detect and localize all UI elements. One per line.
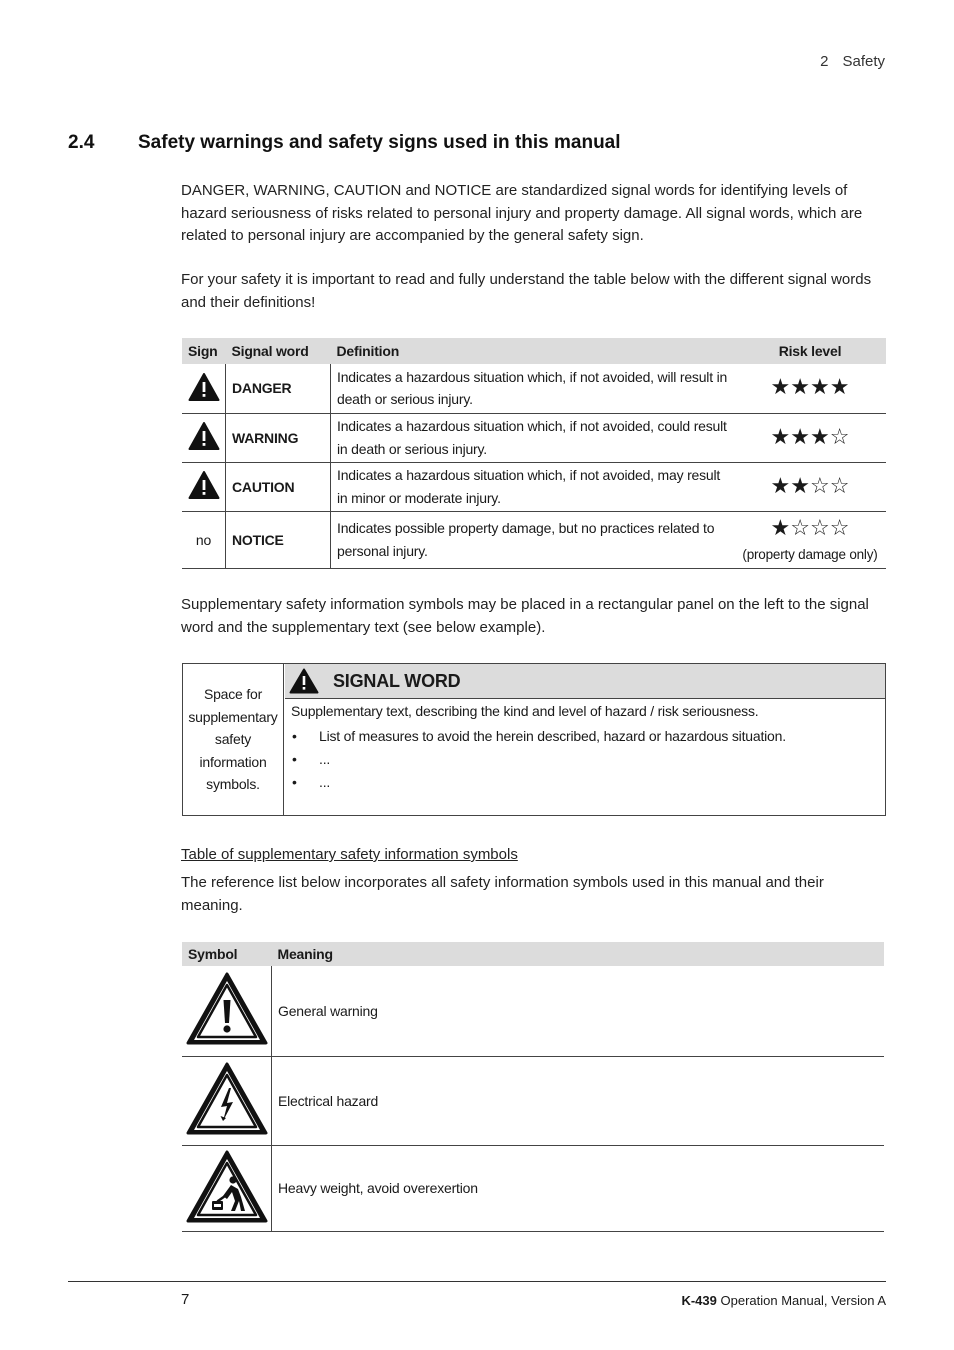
signal-word-example-panel: [182, 663, 886, 816]
supplementary-text: Supplementary text, describing the kind and level of hazard / risk seriousness.: [291, 703, 759, 719]
definition-notice: Indicates possible property damage, but no practices related to personal injury.: [331, 511, 735, 568]
sign-cell: [182, 364, 226, 413]
signal-word-caution: CAUTION: [226, 462, 331, 511]
intro-paragraph-1: DANGER, WARNING, CAUTION and NOTICE are standardized signal words for identifying levels of hazard seriousness of risks related to personal injury and property damage. All signal words, which are related to personal injury are accompanied by the general safety sign.: [181, 182, 863, 244]
risk-level-caution: [734, 462, 886, 511]
risk-level-notice: [734, 511, 886, 568]
sign-cell: [182, 413, 226, 462]
risk-stars: ★★☆☆: [770, 473, 850, 499]
header-definition: Definition: [331, 338, 735, 364]
electrical-hazard-icon: [185, 1061, 269, 1137]
symbol-cell: [182, 966, 272, 1056]
table-row: [182, 966, 884, 1056]
warning-triangle-icon: [188, 470, 220, 500]
chapter-title: Safety: [842, 53, 885, 70]
table-row-danger: [182, 364, 886, 413]
list-item: • ...: [291, 748, 879, 771]
symbol-space-text: Space for supplementary safety information symbols.: [188, 686, 278, 793]
signal-table-header-row: [182, 338, 886, 364]
signal-word-warning: WARNING: [226, 413, 331, 462]
document-title: [681, 1293, 886, 1308]
meaning-cell: General warning: [272, 966, 885, 1056]
symbols-description: The reference list below incorporates all safety information symbols used in this manual and their meaning.: [181, 874, 824, 914]
chapter-number: 2: [820, 53, 829, 70]
intro-paragraph-2: For your safety it is important to read and fully understand the table below with the different signal words and their definitions!: [181, 271, 872, 311]
page-number: 7: [181, 1291, 190, 1308]
risk-stars: ★★★☆: [770, 424, 850, 450]
warning-triangle-icon: [188, 421, 220, 451]
risk-note: (property damage only): [742, 547, 878, 562]
header-risk-level: Risk level: [734, 338, 886, 364]
section-number: 2.4: [68, 132, 95, 153]
sign-cell-notice: no: [182, 511, 226, 568]
table-row-warning: [182, 413, 886, 462]
section-heading: [68, 132, 621, 154]
signal-word-danger: DANGER: [226, 364, 331, 413]
symbol-space: [183, 664, 284, 815]
product-name: K-439: [681, 1293, 717, 1308]
signal-word-table: [182, 338, 886, 569]
table-row-notice: [182, 511, 886, 568]
risk-stars: ★★★★: [770, 375, 850, 401]
panel-header: [285, 664, 885, 699]
warning-triangle-icon: [188, 372, 220, 402]
supplementary-intro: Supplementary safety information symbols may be placed in a rectangular panel on the left to the signal word and the supplementary text (see below example).: [181, 596, 869, 636]
header-sign: Sign: [182, 338, 226, 364]
symbols-table: [182, 942, 884, 1232]
header-meaning: Meaning: [272, 942, 885, 966]
definition-warning: Indicates a hazardous situation which, if not avoided, could result in death or serious injury.: [331, 413, 735, 462]
meaning-cell: Heavy weight, avoid overexertion: [272, 1145, 885, 1231]
meaning-cell: Electrical hazard: [272, 1056, 885, 1145]
section-title: Safety warnings and safety signs used in this manual: [138, 132, 621, 153]
definition-caution: Indicates a hazardous situation which, if not avoided, may result in minor or moderate injury.: [331, 462, 735, 511]
panel-signal-word: SIGNAL WORD: [333, 670, 461, 691]
list-item: • List of measures to avoid the herein described, hazard or hazardous situation.: [291, 725, 879, 748]
document-name: Operation Manual, Version A: [720, 1293, 886, 1308]
table-row: [182, 1145, 884, 1231]
list-item: • ...: [291, 771, 879, 794]
general-warning-icon: [185, 971, 269, 1047]
symbol-cell: [182, 1056, 272, 1145]
risk-stars: ★☆☆☆: [770, 516, 850, 541]
warning-triangle-icon: [289, 668, 319, 694]
sign-cell: [182, 462, 226, 511]
header-symbol: Symbol: [182, 942, 272, 966]
header-signal-word: Signal word: [226, 338, 331, 364]
risk-level-danger: [734, 364, 886, 413]
definition-danger: Indicates a hazardous situation which, if not avoided, will result in death or serious injury.: [331, 364, 735, 413]
table-row-caution: [182, 462, 886, 511]
risk-level-warning: [734, 413, 886, 462]
symbols-table-link[interactable]: Table of supplementary safety information symbols: [181, 846, 518, 863]
measures-list: [291, 725, 879, 794]
table-row: [182, 1056, 884, 1145]
symbols-table-header-row: [182, 942, 884, 966]
panel-body: [291, 700, 879, 794]
heavy-weight-icon: [185, 1149, 269, 1225]
signal-word-notice: NOTICE: [226, 511, 331, 568]
footer-rule: [68, 1281, 886, 1282]
running-header: [820, 53, 885, 70]
symbol-cell: [182, 1145, 272, 1231]
